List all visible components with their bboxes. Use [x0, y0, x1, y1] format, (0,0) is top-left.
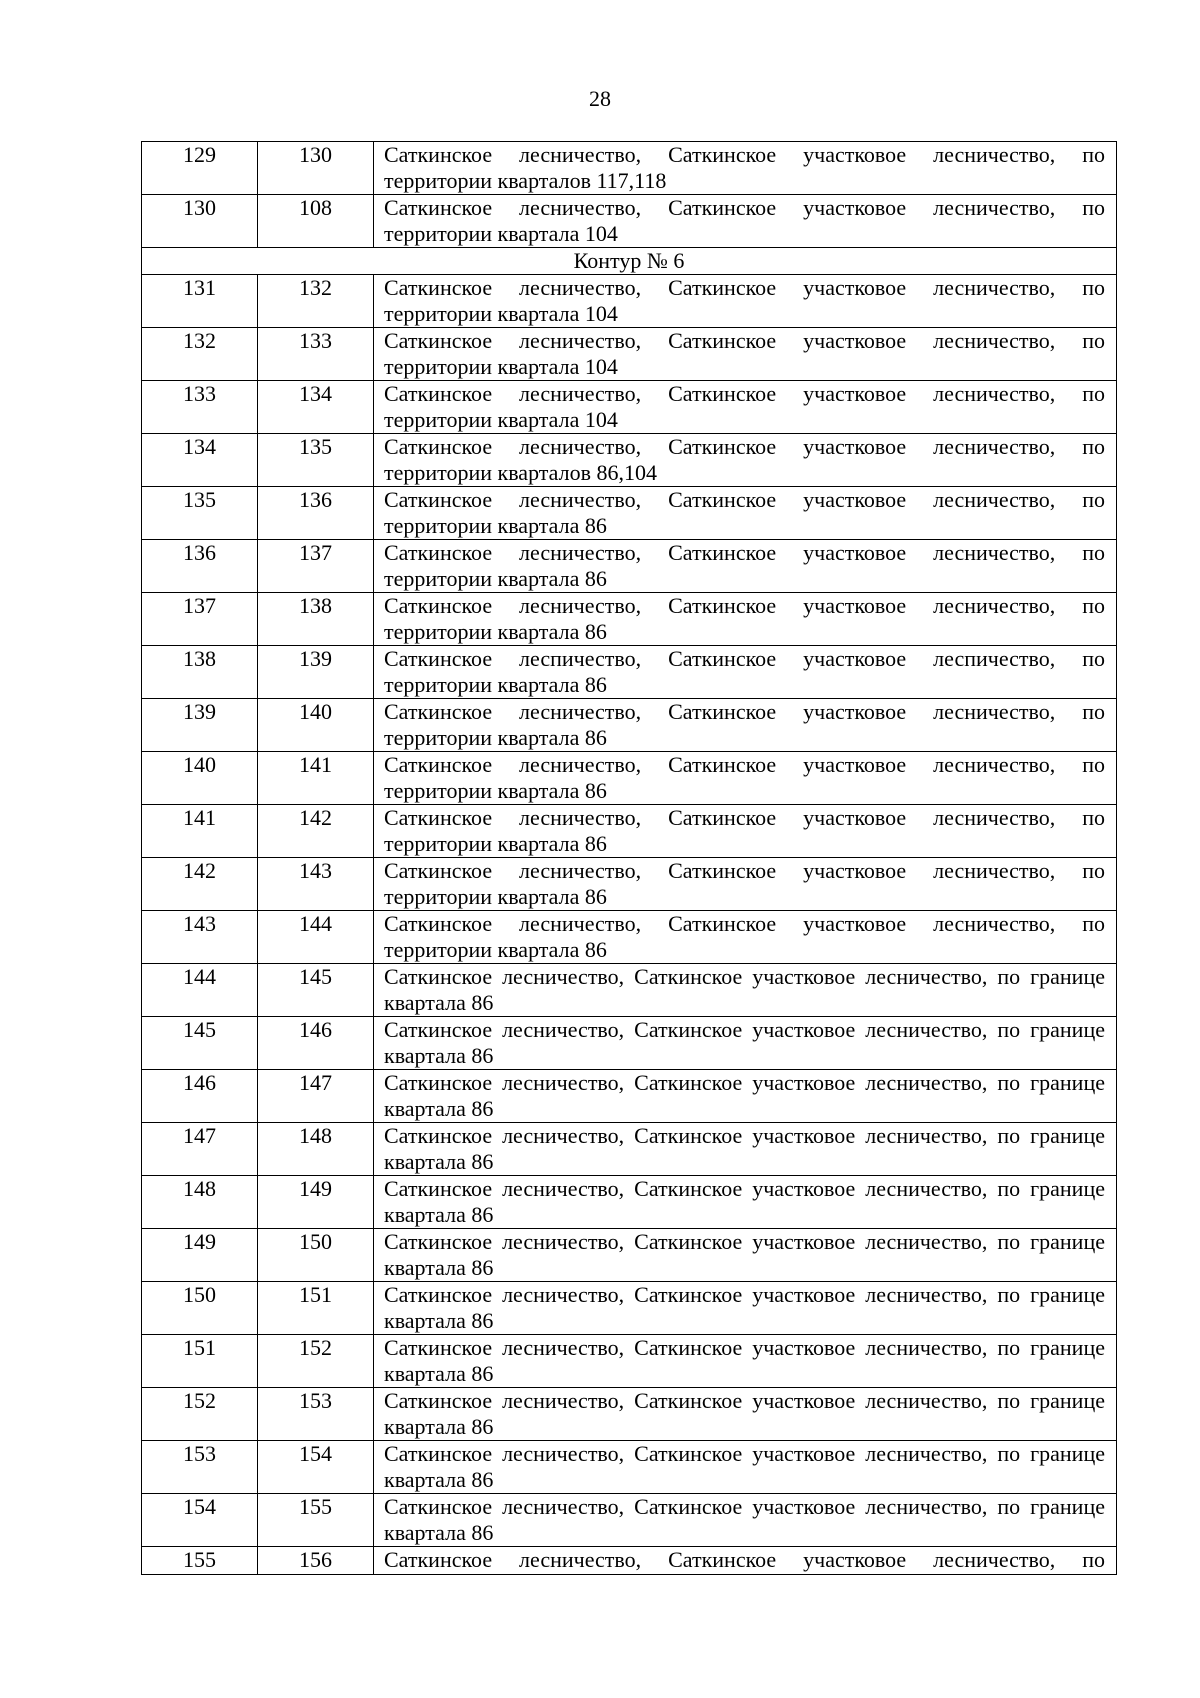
point-to-cell: 150 — [258, 1229, 374, 1282]
point-from-cell: 134 — [142, 434, 258, 487]
point-to-cell: 139 — [258, 646, 374, 699]
location-description-cell: Саткинское лесничество, Саткинское участковое лесничество, по границе квартала 86 — [374, 1070, 1117, 1123]
point-to-cell: 137 — [258, 540, 374, 593]
point-to-cell: 151 — [258, 1282, 374, 1335]
point-to-cell: 142 — [258, 805, 374, 858]
point-from-cell: 139 — [142, 699, 258, 752]
table-row — [142, 1494, 1117, 1547]
point-from-cell: 148 — [142, 1176, 258, 1229]
table-row — [142, 646, 1117, 699]
location-description-cell: Саткинское лесничество, Саткинское участковое лесничество, по территории квартала 86 — [374, 487, 1117, 540]
location-description-cell: Саткинское лесничество, Саткинское участковое лесничество, по границе квартала 86 — [374, 1335, 1117, 1388]
location-description-cell: Саткинское лесничество, Саткинское участковое лесничество, по — [374, 1547, 1117, 1575]
point-to-cell: 141 — [258, 752, 374, 805]
point-to-cell: 152 — [258, 1335, 374, 1388]
table-row — [142, 1229, 1117, 1282]
point-from-cell: 143 — [142, 911, 258, 964]
table-row — [142, 752, 1117, 805]
point-to-cell: 144 — [258, 911, 374, 964]
point-from-cell: 130 — [142, 195, 258, 248]
point-from-cell: 144 — [142, 964, 258, 1017]
point-from-cell: 135 — [142, 487, 258, 540]
point-to-cell: 136 — [258, 487, 374, 540]
location-description-cell: Саткинское лесничество, Саткинское участковое лесничество, по границе квартала 86 — [374, 1494, 1117, 1547]
table-row — [142, 275, 1117, 328]
location-description-cell: Саткинское лесничество, Саткинское участковое лесничество, по территории квартала 86 — [374, 593, 1117, 646]
point-from-cell: 140 — [142, 752, 258, 805]
location-description-cell: Саткинское лесничество, Саткинское участковое лесничество, по границе квартала 86 — [374, 1123, 1117, 1176]
location-description-cell: Саткинское лесничество, Саткинское участковое лесничество, по территории квартала 86 — [374, 911, 1117, 964]
location-description-cell: Саткинское лесничество, Саткинское участковое лесничество, по территории квартала 86 — [374, 752, 1117, 805]
table-row — [142, 540, 1117, 593]
point-from-cell: 133 — [142, 381, 258, 434]
point-from-cell: 138 — [142, 646, 258, 699]
point-from-cell: 150 — [142, 1282, 258, 1335]
point-to-cell: 138 — [258, 593, 374, 646]
location-description-cell: Саткинское лесничество, Саткинское участковое лесничество, по территории квартала 104 — [374, 381, 1117, 434]
point-from-cell: 146 — [142, 1070, 258, 1123]
point-to-cell: 140 — [258, 699, 374, 752]
point-to-cell: 108 — [258, 195, 374, 248]
point-to-cell: 143 — [258, 858, 374, 911]
point-to-cell: 134 — [258, 381, 374, 434]
boundary-table — [141, 141, 1117, 1575]
point-from-cell: 141 — [142, 805, 258, 858]
point-from-cell: 137 — [142, 593, 258, 646]
table-row — [142, 1335, 1117, 1388]
table-row — [142, 1176, 1117, 1229]
location-description-cell: Саткинское лесничество, Саткинское участковое лесничество, по территории квартала 86 — [374, 858, 1117, 911]
point-from-cell: 153 — [142, 1441, 258, 1494]
location-description-cell: Саткинское лесничество, Саткинское участковое лесничество, по границе квартала 86 — [374, 1176, 1117, 1229]
location-description-cell: Саткинское лесничество, Саткинское участковое лесничество, по территории квартала 86 — [374, 699, 1117, 752]
point-from-cell: 147 — [142, 1123, 258, 1176]
table-body — [142, 142, 1117, 1575]
location-description-cell: Саткинское леспичество, Саткинское участковое леспичество, по территории квартала 86 — [374, 646, 1117, 699]
table-row — [142, 805, 1117, 858]
point-from-cell: 149 — [142, 1229, 258, 1282]
location-description-cell: Саткинское лесничество, Саткинское участковое лесничество, по территории квартала 86 — [374, 540, 1117, 593]
point-to-cell: 155 — [258, 1494, 374, 1547]
section-label: Контур № 6 — [142, 248, 1117, 275]
point-to-cell: 130 — [258, 142, 374, 195]
page-number: 28 — [589, 86, 611, 111]
table-row — [142, 911, 1117, 964]
table-row — [142, 1123, 1117, 1176]
table-row — [142, 434, 1117, 487]
location-description-cell: Саткинское лесничество, Саткинское участковое лесничество, по территории квартала 104 — [374, 328, 1117, 381]
location-description-cell: Саткинское лесничество, Саткинское участковое лесничество, по границе квартала 86 — [374, 1229, 1117, 1282]
location-description-cell: Саткинское лесничество, Саткинское участковое лесничество, по границе квартала 86 — [374, 1388, 1117, 1441]
table-row — [142, 487, 1117, 540]
table-row — [142, 1547, 1117, 1575]
point-from-cell: 131 — [142, 275, 258, 328]
point-to-cell: 132 — [258, 275, 374, 328]
point-to-cell: 154 — [258, 1441, 374, 1494]
table-row — [142, 1017, 1117, 1070]
point-from-cell: 132 — [142, 328, 258, 381]
section-header-row — [142, 248, 1117, 275]
point-from-cell: 152 — [142, 1388, 258, 1441]
point-to-cell: 153 — [258, 1388, 374, 1441]
table-row — [142, 699, 1117, 752]
point-from-cell: 151 — [142, 1335, 258, 1388]
location-description-cell: Саткинское лесничество, Саткинское участковое лесничество, по территории кварталов 86,104 — [374, 434, 1117, 487]
point-to-cell: 146 — [258, 1017, 374, 1070]
location-description-cell: Саткинское лесничество, Саткинское участковое лесничество, по территории квартала 86 — [374, 805, 1117, 858]
table-row — [142, 964, 1117, 1017]
table-row — [142, 593, 1117, 646]
point-from-cell: 155 — [142, 1547, 258, 1575]
point-to-cell: 156 — [258, 1547, 374, 1575]
point-to-cell: 149 — [258, 1176, 374, 1229]
table-row — [142, 1282, 1117, 1335]
table-row — [142, 1441, 1117, 1494]
table-row — [142, 1388, 1117, 1441]
location-description-cell: Саткинское лесничество, Саткинское участковое лесничество, по границе квартала 86 — [374, 1441, 1117, 1494]
point-from-cell: 154 — [142, 1494, 258, 1547]
table-row — [142, 328, 1117, 381]
point-to-cell: 147 — [258, 1070, 374, 1123]
point-to-cell: 145 — [258, 964, 374, 1017]
location-description-cell: Саткинское лесничество, Саткинское участковое лесничество, по территории кварталов 117,118 — [374, 142, 1117, 195]
point-to-cell: 148 — [258, 1123, 374, 1176]
location-description-cell: Саткинское лесничество, Саткинское участковое лесничество, по территории квартала 104 — [374, 195, 1117, 248]
point-to-cell: 133 — [258, 328, 374, 381]
location-description-cell: Саткинское лесничество, Саткинское участковое лесничество, по границе квартала 86 — [374, 1017, 1117, 1070]
table-row — [142, 195, 1117, 248]
table-row — [142, 858, 1117, 911]
table-row — [142, 1070, 1117, 1123]
point-to-cell: 135 — [258, 434, 374, 487]
point-from-cell: 136 — [142, 540, 258, 593]
location-description-cell: Саткинское лесничество, Саткинское участковое лесничество, по границе квартала 86 — [374, 1282, 1117, 1335]
table-row — [142, 142, 1117, 195]
point-from-cell: 145 — [142, 1017, 258, 1070]
point-from-cell: 129 — [142, 142, 258, 195]
location-description-cell: Саткинское лесничество, Саткинское участковое лесничество, по границе квартала 86 — [374, 964, 1117, 1017]
location-description-cell: Саткинское лесничество, Саткинское участковое лесничество, по территории квартала 104 — [374, 275, 1117, 328]
point-from-cell: 142 — [142, 858, 258, 911]
table-row — [142, 381, 1117, 434]
